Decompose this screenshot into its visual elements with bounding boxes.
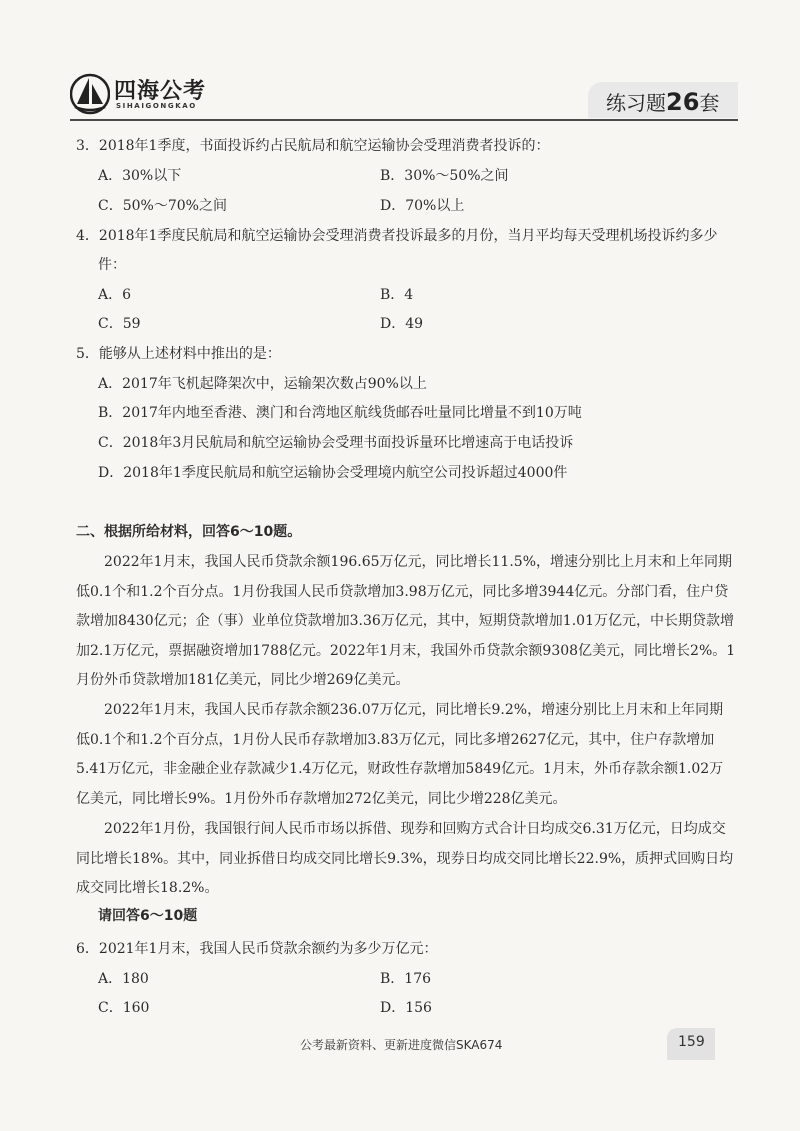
question-5-option-b[interactable]: B．2017年内地至香港、澳门和台湾地区航线货邮吞吐量同比增量不到10万吨 — [98, 405, 582, 421]
logo-chinese-name: 四海公考 — [114, 79, 207, 104]
question-3-option-d[interactable]: D．70%以上 — [380, 198, 465, 214]
set-prefix: 练习题 — [606, 91, 666, 115]
question-4-option-a[interactable]: A．6 — [98, 287, 132, 303]
question-6-option-d[interactable]: D．156 — [380, 1000, 432, 1016]
section-2-heading: 二、根据所给材料，回答6～10题。 — [76, 524, 302, 540]
question-6-stem: 6．2021年1月末，我国人民币贷款余额约为多少万亿元： — [76, 941, 438, 957]
publisher-logo — [70, 72, 210, 118]
footer-note: 公考最新资料、更新进度微信SKA674 — [300, 1038, 503, 1052]
material-paragraph-2: 2022年1月末，我国人民币存款余额236.07万亿元，同比增长9.2%，增速分别比上月末和上年同期低0.1个和1.2个百分点，1月份人民币存款增加3.83万亿元，同比多增2627亿元，其中，住户存款增加5.41万亿元，非金融企业存款减少1.4万亿元，财政性存款增加5849亿元。1月末，外币存款余额1.02万亿美元，同比增长9%。1月份外币存款增加272亿美元，同比少增228亿美元。 — [76, 702, 724, 807]
question-6-option-c[interactable]: C．160 — [98, 1000, 150, 1016]
question-6-option-a[interactable]: A．180 — [98, 971, 149, 987]
question-3-stem: 3．2018年1季度，书面投诉约占民航局和航空运输协会受理消费者投诉的： — [76, 138, 550, 154]
question-4-option-d[interactable]: D．49 — [380, 316, 424, 332]
question-5-option-a[interactable]: A．2017年飞机起降架次中，运输架次数占90%以上 — [98, 376, 427, 392]
answer-prompt: 请回答6～10题 — [98, 908, 198, 924]
material-paragraph-1: 2022年1月末，我国人民币贷款余额196.65万亿元，同比增长11.5%，增速分别比上月末和上年同期低0.1个和1.2个百分点。1月份我国人民币贷款增加3.98万亿元，同比多增3944亿元。分部门看，住户贷款增加8430亿元；企（事）业单位贷款增加3.36万亿元，其中，短期贷款增加1.01万亿元，中长期贷款增加2.1万亿元，票据融资增加1788亿元。2022年1月末，我国外币贷款余额9308亿美元，同比增长2%。1月份外币贷款增加181亿美元，同比少增269亿美元。 — [76, 554, 736, 688]
exercise-set-tab — [588, 82, 738, 118]
question-4-option-b[interactable]: B．4 — [380, 287, 414, 303]
set-number: 26 — [666, 88, 700, 116]
logo-english-name: SIHAIGONGKAO — [116, 102, 197, 110]
page-number: 159 — [678, 1034, 705, 1050]
material-paragraph-3: 2022年1月份，我国银行间人民币市场以拆借、现券和回购方式合计日均成交6.31万亿元，日均成交同比增长18%。其中，同业拆借日均成交同比增长9.3%，现券日均成交同比增长22.9%，质押式回购日均成交同比增长18.2%。 — [76, 821, 734, 896]
question-4-stem-line2: 件： — [98, 257, 126, 273]
question-4-stem-line1: 4．2018年1季度民航局和航空运输协会受理消费者投诉最多的月份，当月平均每天受理机场投诉约多少 — [76, 228, 718, 244]
set-suffix: 套 — [699, 91, 720, 115]
question-5-option-d[interactable]: D．2018年1季度民航局和航空运输协会受理境内航空公司投诉超过4000件 — [98, 465, 568, 481]
sailboat-logo-icon — [70, 72, 110, 116]
header-divider — [70, 119, 738, 121]
question-3-option-c[interactable]: C．50%～70%之间 — [98, 198, 227, 214]
question-5-stem: 5．能够从上述材料中推出的是： — [76, 346, 281, 362]
question-3-option-b[interactable]: B．30%～50%之间 — [380, 168, 509, 184]
question-4-option-c[interactable]: C．59 — [98, 316, 141, 332]
question-3-option-a[interactable]: A．30%以下 — [98, 168, 182, 184]
question-5-option-c[interactable]: C．2018年3月民航局和航空运输协会受理书面投诉量环比增速高于电话投诉 — [98, 435, 574, 451]
question-6-option-b[interactable]: B．176 — [380, 971, 432, 987]
